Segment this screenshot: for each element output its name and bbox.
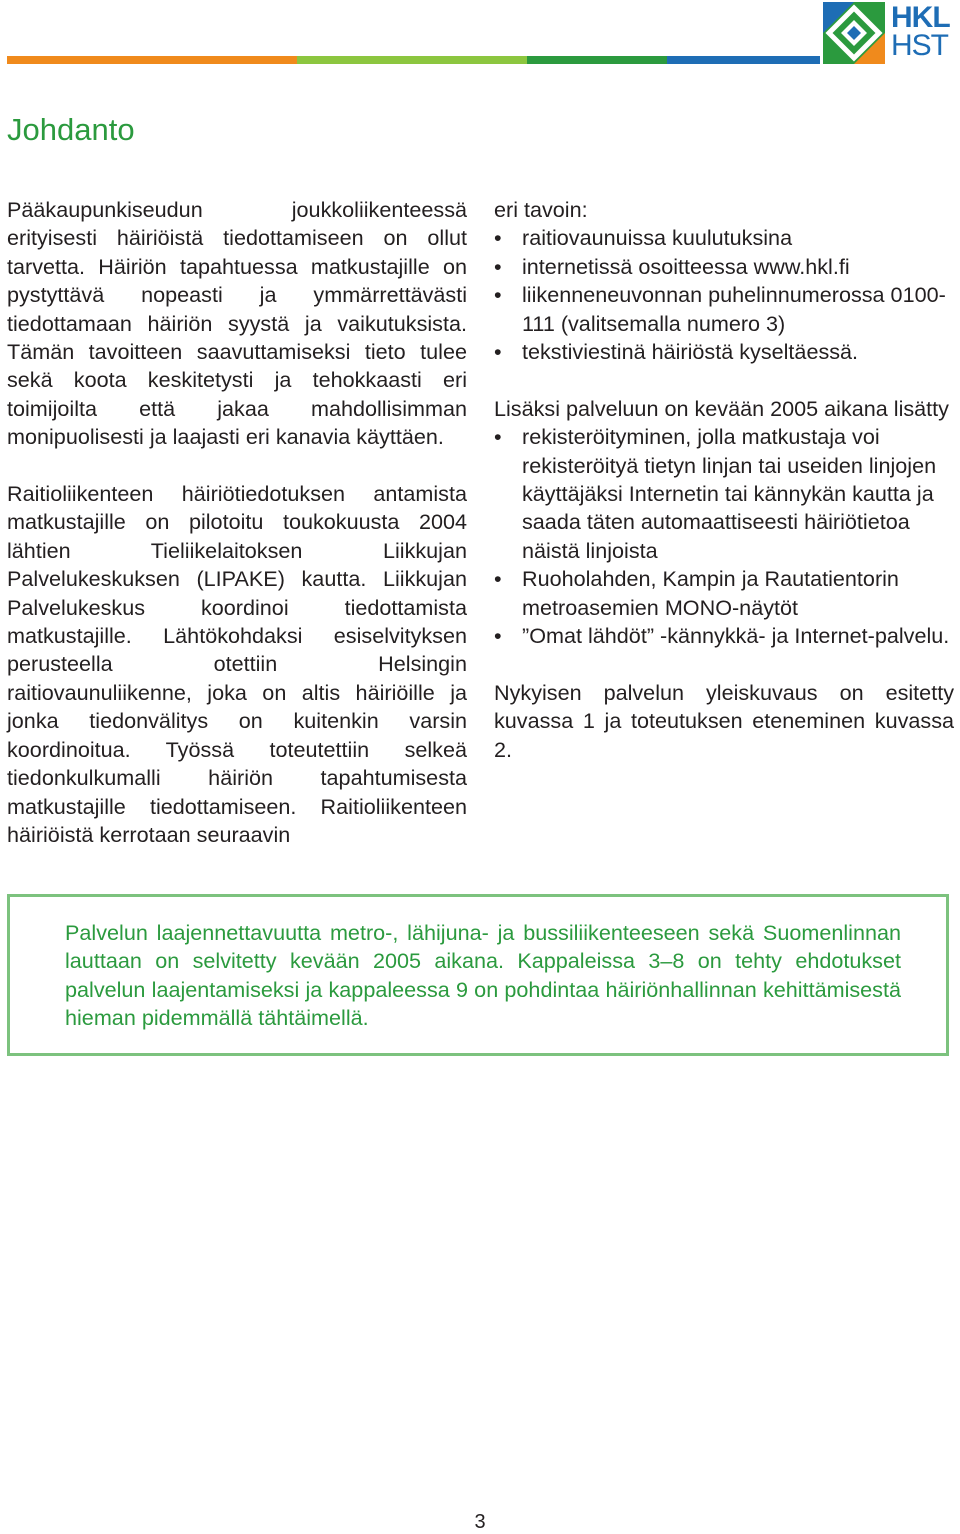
- left-column: [7, 196, 467, 849]
- list-item: [494, 224, 954, 252]
- summary-text: Palvelun laajennettavuutta metro-, lähijuna- ja bussiliikenteeseen sekä Suomenlinnan lauttaan on selvitetty kevään 2005 aikana. Kappaleissa 3–8 on tehty ehdotukset palvelun laajentamiseksi ja kappaleessa 9 on pohdintaa häiriönhallinnan kehittämisestä hieman pidemmällä tähtäimellä.: [65, 920, 901, 1031]
- list-item: [494, 338, 954, 366]
- bullet-glyph: •: [494, 424, 502, 450]
- header-bar-orange: [7, 56, 297, 64]
- header-bar-green: [527, 56, 667, 64]
- additions-intro: Lisäksi palveluun on kevään 2005 aikana lisätty: [494, 395, 949, 421]
- list-item-text: rekisteröityminen, jolla matkustaja voi rekisteröityä tietyn linjan tai useiden linjojen käyttäjäksi Internetin tai kännykän kautta ja saada täten automaattiseesti häiriötietoa näistä linjoista: [522, 424, 937, 563]
- list-item-text: ”Omat lähdöt” -kännykkä- ja Internet-palvelu.: [522, 623, 950, 649]
- list-item-text: Ruoholahden, Kampin ja Rautatientorin metroasemien MONO-näytöt: [522, 566, 899, 620]
- logo-text-hst: HST: [891, 29, 948, 62]
- pilot-paragraph: Raitioliikenteen häiriötiedotuksen antamista matkustajille on pilotoitu toukokuusta 2004 lähtien Tieliikelaitoksen Liikkujan Palvelukeskuksen (LIPAKE) kautta. Liikkujan Palvelukeskus koordinoi tiedottamista matkustajille. Lähtökohdaksi esiselvityksen perusteella otettiin Helsingin raitiovaunuliikenne, joka on altis häiriöille ja jonka tiedonvälitys on kuitenkin varsin koordinoitua. Työssä toteutettiin selkeä tiedonkulkumalli häiriön tapahtumisesta matkustajille tiedottamiseen. Raitioliikenteen häiriöistä kerrotaan seuraavin: [7, 481, 467, 847]
- header-bar-light-green: [297, 56, 527, 64]
- hkl-hst-logo: [823, 2, 958, 64]
- list-item: [494, 253, 954, 281]
- page-title: Johdanto: [7, 112, 135, 147]
- list-item-text: raitiovaunuissa kuulutuksina: [522, 225, 793, 251]
- intro-paragraph: Pääkaupunkiseudun joukkoliikenteessä erityisesti häiriöistä tiedottamiseen on ollut tarvetta. Häiriön tapahtuessa matkustajille on pystyttävä nopeasti ja ymmärrettävästi tiedottamaan häiriön syystä ja vaikutuksista. Tämän tavoitteen saavuttamiseksi tieto tulee sekä koota keskitetysti ja tehokkaasti eri toimijoilta että jakaa mahdollisimman monipuolisesti ja laajasti eri kanavia käyttäen.: [7, 197, 467, 450]
- bullet-glyph: •: [494, 339, 502, 365]
- overview-paragraph: Nykyisen palvelun yleiskuvaus on esitetty kuvassa 1 ja toteutuksen eteneminen kuvassa 2.: [494, 679, 954, 762]
- logo-text-hkl: HKL: [891, 1, 950, 34]
- channels-list: [494, 224, 954, 366]
- page-number: 3: [474, 1511, 486, 1533]
- list-item: [494, 565, 954, 622]
- logo-text: [891, 1, 957, 62]
- bullet-glyph: •: [494, 253, 502, 279]
- list-item-text: internetissä osoitteessa www.hkl.fi: [522, 253, 850, 279]
- channels-intro: eri tavoin:: [494, 197, 588, 222]
- hkl-logo-mark-icon: [823, 2, 885, 64]
- list-item-text: tekstiviestinä häiriöstä kyseltäessä.: [522, 339, 859, 365]
- header-color-bar: [7, 56, 820, 64]
- bullet-glyph: •: [494, 623, 502, 649]
- list-item: [494, 423, 954, 565]
- list-item-text: liikenneneuvonnan puhelinnumerossa 0100-111 (valitsemalla numero 3): [522, 282, 946, 336]
- list-item: [494, 281, 954, 338]
- header-bar-blue: [667, 56, 820, 64]
- bullet-glyph: •: [494, 225, 502, 251]
- bullet-glyph: •: [494, 566, 502, 592]
- list-item: [494, 622, 954, 650]
- additions-list: [494, 423, 954, 650]
- summary-box: [7, 894, 949, 1056]
- right-column: [494, 196, 954, 764]
- bullet-glyph: •: [494, 282, 502, 308]
